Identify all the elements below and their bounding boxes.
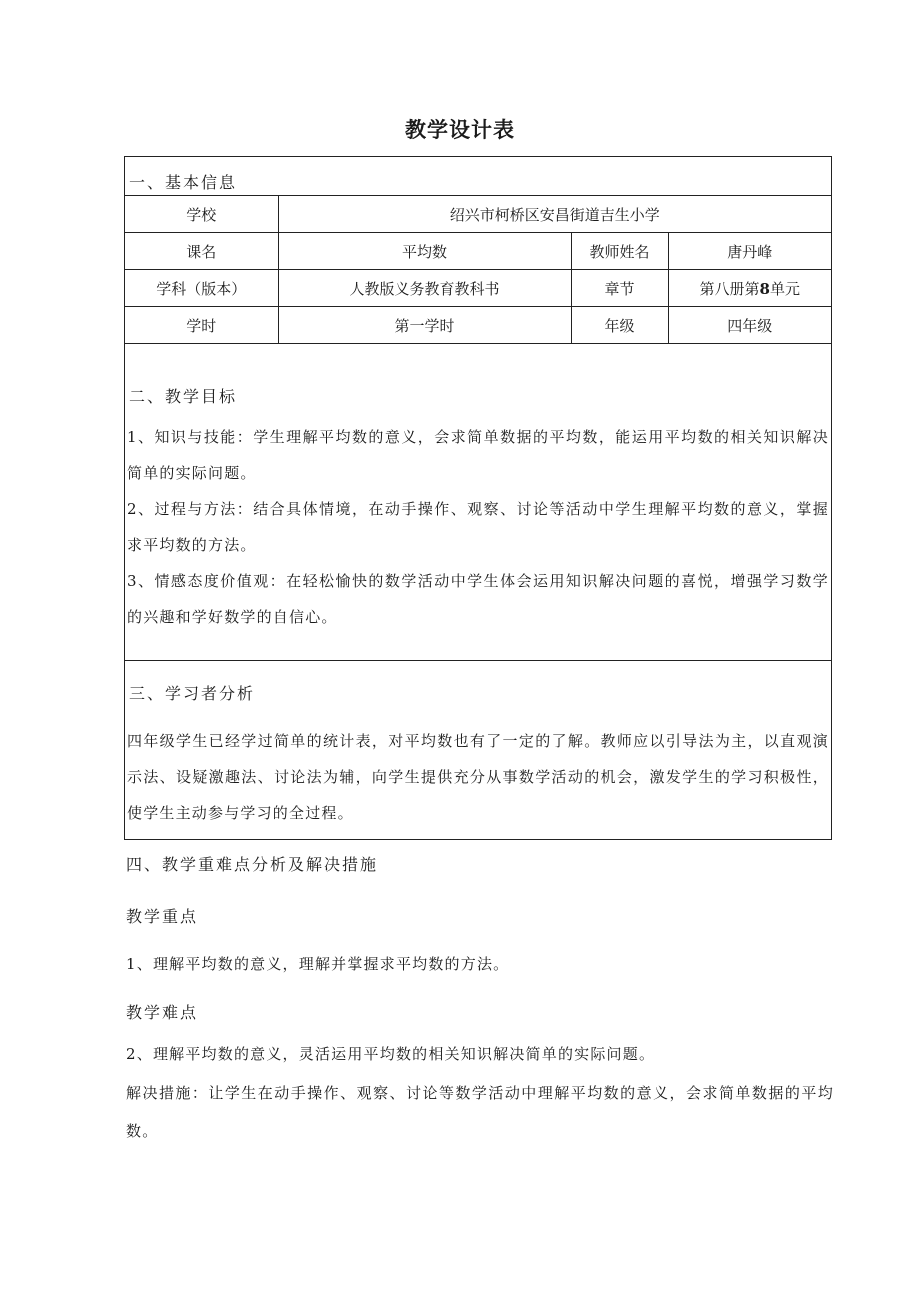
measures-label: 解决措施： (126, 1084, 209, 1102)
subject-label: 学科（版本） (125, 270, 278, 307)
table-row (125, 233, 831, 270)
basic-info-heading: 一、基本信息 (129, 173, 238, 192)
table-row (125, 307, 831, 344)
period-value: 第一学时 (278, 307, 571, 344)
period-label: 学时 (125, 307, 278, 344)
objectives-section (125, 343, 831, 660)
focus-item: 1、理解平均数的意义，理解并掌握求平均数的方法。 (126, 955, 510, 973)
teacher-value: 唐丹峰 (668, 233, 831, 270)
objective-item-2: 2、过程与方法：结合具体情境，在动手操作、观察、讨论等活动中学生理解平均数的意义，掌握求平均数的方法。 (127, 500, 829, 554)
objective-item-3: 3、情感态度价值观：在轻松愉快的数学活动中学生体会运用知识解决问题的喜悦，增强学习数学的兴趣和学好数学的自信心。 (127, 572, 829, 626)
design-table (124, 156, 832, 840)
difficulty-heading: 教学难点 (126, 1003, 199, 1022)
basic-info-table (125, 195, 831, 343)
chapter-value (668, 270, 831, 307)
school-value: 绍兴市柯桥区安昌街道吉生小学 (278, 196, 831, 233)
school-label: 学校 (125, 196, 278, 233)
difficulty-item: 2、理解平均数的意义，灵活运用平均数的相关知识解决简单的实际问题。 (126, 1045, 656, 1063)
subject-value: 人教版义务教育教科书 (278, 270, 571, 307)
key-points-heading: 四、教学重难点分析及解决措施 (126, 855, 379, 874)
course-label: 课名 (125, 233, 278, 270)
chapter-value-suffix: 单元 (769, 279, 800, 298)
document-title: 教学设计表 (405, 118, 515, 142)
measures-paragraph (126, 1074, 834, 1150)
objective-item-1: 1、知识与技能：学生理解平均数的意义，会求简单数据的平均数，能运用平均数的相关知识解决简单的实际问题。 (127, 428, 829, 482)
course-value: 平均数 (278, 233, 571, 270)
learner-analysis-text: 四年级学生已经学过简单的统计表，对平均数也有了一定的了解。教师应以引导法为主，以直观演示法、设疑激趣法、讨论法为辅，向学生提供充分从事数学活动的机会，激发学生的学习积极性，使学生主动参与学习的全过程。 (127, 732, 829, 822)
learner-analysis-heading: 三、学习者分析 (129, 684, 256, 703)
focus-heading: 教学重点 (126, 907, 199, 926)
grade-label: 年级 (571, 307, 668, 344)
chapter-value-number: 8 (759, 279, 770, 298)
table-row (125, 270, 831, 307)
grade-value: 四年级 (668, 307, 831, 344)
chapter-label: 章节 (571, 270, 668, 307)
teacher-label: 教师姓名 (571, 233, 668, 270)
objectives-heading: 二、教学目标 (129, 387, 238, 406)
learner-analysis-section (125, 660, 831, 839)
measures-text: 让学生在动手操作、观察、讨论等数学活动中理解平均数的意义，会求简单数据的平均数。 (126, 1084, 834, 1140)
table-row (125, 196, 831, 233)
chapter-value-prefix: 第八册第 (699, 279, 760, 298)
basic-info-section (125, 157, 831, 195)
